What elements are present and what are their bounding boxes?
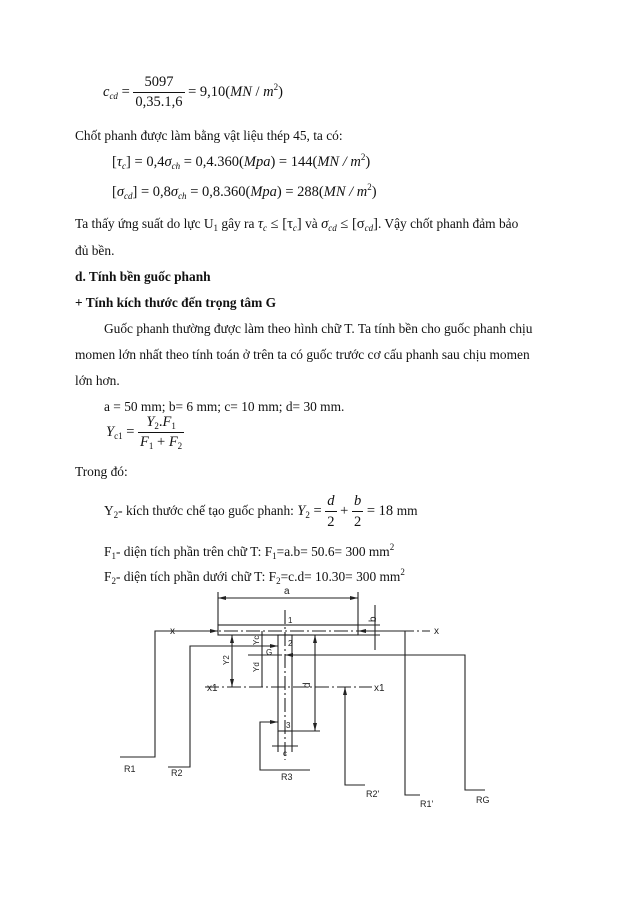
arrow-a-left xyxy=(218,596,226,600)
formula-sigma-rest2: ) = 288( xyxy=(276,184,324,200)
para2-tau-allow-close: ] xyxy=(296,216,302,232)
heading-d: d. Tính bền guốc phanh xyxy=(75,269,211,284)
para2-b: gây ra xyxy=(218,216,258,231)
f2-a: F xyxy=(104,569,112,584)
arrow-d-top xyxy=(313,635,317,643)
f1-sub2: 1 xyxy=(272,551,277,561)
formula-tau-eq: = 0,4 xyxy=(130,154,165,170)
paragraph-material: Chốt phanh được làm bằng vật liệu thép 45, ta có: xyxy=(75,128,343,143)
label-rg: RG xyxy=(476,795,490,805)
formula-sigma-close: ] xyxy=(132,184,138,200)
formula-ccd-unit-b: / xyxy=(251,83,264,100)
para2-sigma-allow: [σ xyxy=(351,216,365,232)
formula-sigma-sym: σ xyxy=(116,184,124,200)
arrow-a-right xyxy=(350,596,358,600)
formula-yc1-den-a: F xyxy=(140,434,149,450)
label-x1-right: x1 xyxy=(374,683,385,694)
formula-ccd-denominator: 0,35.1,6 xyxy=(135,94,183,110)
label-yd: Yd xyxy=(252,662,261,672)
formula-tau-close: ] xyxy=(126,154,131,170)
label-a: a xyxy=(284,586,290,597)
y2-def-b: - kích thước chế tạo guốc phanh: xyxy=(118,502,298,518)
f2-sub: 2 xyxy=(111,576,116,586)
label-1: 1 xyxy=(288,616,293,625)
leader-r2p xyxy=(345,687,365,785)
formula-yc1-den-plus: + xyxy=(153,434,169,450)
formula-yc1-den-b: F xyxy=(168,434,178,450)
formula-y2-f1d: 2 xyxy=(327,514,335,530)
formula-tau-unit: MN / m xyxy=(317,154,361,170)
formula-ccd: $c_{cd}$ = $\frac{5097}{0,35.1,6}$ = $9,10(MN / m^2)$ xyxy=(103,74,283,110)
para2-tau: τ xyxy=(257,216,264,232)
formula-yc1-den-b-sub: 2 xyxy=(177,441,183,451)
formula-yc1-num-dot: . xyxy=(158,414,163,430)
label-x: x xyxy=(170,626,175,637)
formula-yc1-num-b-sub: 1 xyxy=(171,421,176,431)
formula-yc1-eq: = xyxy=(122,423,139,440)
f1-exp: 2 xyxy=(389,542,395,552)
formula-tau-sig-sub: ch xyxy=(171,161,181,171)
label-x-right: x xyxy=(434,626,439,637)
f2-sub2: 2 xyxy=(276,576,281,586)
para2-le-2: ≤ xyxy=(336,216,352,232)
formula-sigma-mpa: Mpa xyxy=(250,184,277,200)
f1-sub: 1 xyxy=(111,551,116,561)
arrow-d-bottom xyxy=(313,723,317,731)
y2-def-sub: 2 xyxy=(113,509,119,520)
formula-ccd-unit-c: m xyxy=(263,83,274,100)
formula-yc1-num-a-sub: 2 xyxy=(154,421,159,431)
f1-b: - diện tích phần trên chữ T: F xyxy=(115,544,273,559)
formula-ccd-lhs-sub: cd xyxy=(109,90,118,101)
paragraph-desc-2: momen lớn nhất theo tính toán ở trên ta có guốc trước cơ cấu phanh sau chịu momen xyxy=(75,347,530,362)
formula-yc1-num-b: F xyxy=(162,414,172,430)
trong-do-label: Trong đó: xyxy=(75,464,128,479)
formula-sigma-open: [ xyxy=(112,184,117,200)
formula-sigma-exp: 2 xyxy=(367,182,372,192)
label-b: b xyxy=(368,616,379,622)
flange-rect xyxy=(218,625,358,635)
y2-def-a: Y xyxy=(104,502,114,518)
formula-tau-rest2: ) = 144( xyxy=(270,154,318,170)
label-y2: Y2 xyxy=(222,655,231,665)
formula-y2-lhs-sub: 2 xyxy=(305,509,310,520)
formula-ccd-close: ) xyxy=(278,83,283,100)
arrow-r2p xyxy=(343,687,347,695)
arrow-r1p xyxy=(358,629,366,633)
f2-b: - diện tích phần dưới chữ T: F xyxy=(115,569,277,584)
formula-tau-exp: 2 xyxy=(360,152,366,162)
formula-y2-eq: = xyxy=(309,502,326,519)
heading-plus: + Tính kích thước đến trọng tâm G xyxy=(75,295,277,310)
arrow-rg xyxy=(285,653,293,657)
label-r2: R2 xyxy=(171,768,183,778)
leader-r1 xyxy=(120,631,218,757)
formula-yc1-lhs: Y xyxy=(106,423,115,440)
formula-ccd-unit-a: MN xyxy=(230,83,252,100)
formula-sigma-end: ) xyxy=(371,184,377,200)
para2-le-1: ≤ xyxy=(267,216,283,232)
formula-ccd-numerator: 5097 xyxy=(133,74,184,93)
para2-sigma-allow-close: ] xyxy=(373,216,378,232)
paragraph-desc-3: lớn hơn. xyxy=(75,373,120,388)
label-yc: Yc xyxy=(252,635,261,645)
formula-ccd-unit-exp: 2 xyxy=(273,81,279,92)
formula-sigma-sig-sub: ch xyxy=(178,191,187,201)
dimensions-line: a = 50 mm; b= 6 mm; c= 10 mm; d= 30 mm. xyxy=(104,399,345,414)
formula-y2-f2d: 2 xyxy=(353,514,362,530)
formula-sigma-sig: σ xyxy=(170,184,179,200)
formula-tau-end: ) xyxy=(365,154,371,170)
formula-tau-sig: σ xyxy=(164,154,172,170)
label-r3: R3 xyxy=(281,772,293,782)
formula-tau-mpa: Mpa xyxy=(243,154,271,170)
label-r1: R1 xyxy=(124,764,136,774)
para2-tau-allow-sub: c xyxy=(292,223,297,233)
para2-sub: 1 xyxy=(213,223,219,233)
formula-y2-unit: mm xyxy=(396,502,418,518)
f2-exp: 2 xyxy=(400,567,405,577)
f1-a: F xyxy=(104,544,112,559)
formula-yc1-num-a: Y xyxy=(146,414,155,430)
formula-tau-rest: = 0,4.360( xyxy=(180,154,244,170)
formula-sigma-rest: = 0,8.360( xyxy=(186,184,251,200)
arrow-y2-bottom xyxy=(230,679,234,687)
para2-sigma: σ xyxy=(321,216,329,232)
para2-sigma-sub: cd xyxy=(328,223,337,233)
label-c: c xyxy=(283,749,287,758)
formula-y2-lhs: Y xyxy=(297,502,306,519)
para2-a: Ta thấy ứng suất do lực U xyxy=(75,216,214,231)
formula-tau-sym: τ xyxy=(116,154,123,170)
formula-tau-open: [ xyxy=(112,154,117,170)
arrow-r1 xyxy=(210,629,218,633)
paragraph-desc-1: Guốc phanh thường được làm theo hình chữ T. Ta tính bền cho guốc phanh chịu xyxy=(104,321,533,336)
arrow-y2-top xyxy=(230,635,234,643)
formula-sigma-sub: cd xyxy=(124,191,133,201)
formula-ccd-lhs: c xyxy=(103,83,110,100)
label-g: G xyxy=(266,648,273,657)
formula-tau-sub: c xyxy=(122,161,127,171)
para2-c: . Vậy chốt phanh đảm bảo xyxy=(377,216,519,231)
label-d: d xyxy=(302,682,313,688)
label-r1p: R1' xyxy=(420,799,434,809)
para2-tau-allow: [τ xyxy=(282,216,293,232)
label-x1: x1 xyxy=(207,683,218,694)
formula-y2-plus: + xyxy=(340,502,352,519)
paragraph-conclusion-end: đủ bền. xyxy=(75,243,115,258)
formula-ccd-result: = 9,10( xyxy=(188,83,231,100)
f2-c: =c.d= 10.30= 300 mm xyxy=(280,569,401,584)
para2-sigma-allow-sub: cd xyxy=(364,223,374,233)
label-3: 3 xyxy=(286,721,291,730)
para2-va: và xyxy=(301,216,322,231)
formula-y2-f2n: b xyxy=(352,492,363,512)
formula-sigma-eq: = 0,8 xyxy=(137,184,171,200)
formula-sigma-unit: MN / m xyxy=(323,184,368,200)
arrow-r3 xyxy=(270,720,278,724)
leader-r1p xyxy=(358,631,420,795)
formula-y2-res: = 18 xyxy=(366,502,394,519)
f1-c: =a.b= 50.6= 300 mm xyxy=(276,544,390,559)
formula-yc1-lhs-sub: c1 xyxy=(114,430,123,441)
para2-tau-sub: c xyxy=(263,223,268,233)
formula-yc1-den-a-sub: 1 xyxy=(148,441,154,451)
label-r2p: R2' xyxy=(366,789,380,799)
label-2: 2 xyxy=(288,639,293,648)
formula-y2-f1n: d xyxy=(325,492,336,512)
